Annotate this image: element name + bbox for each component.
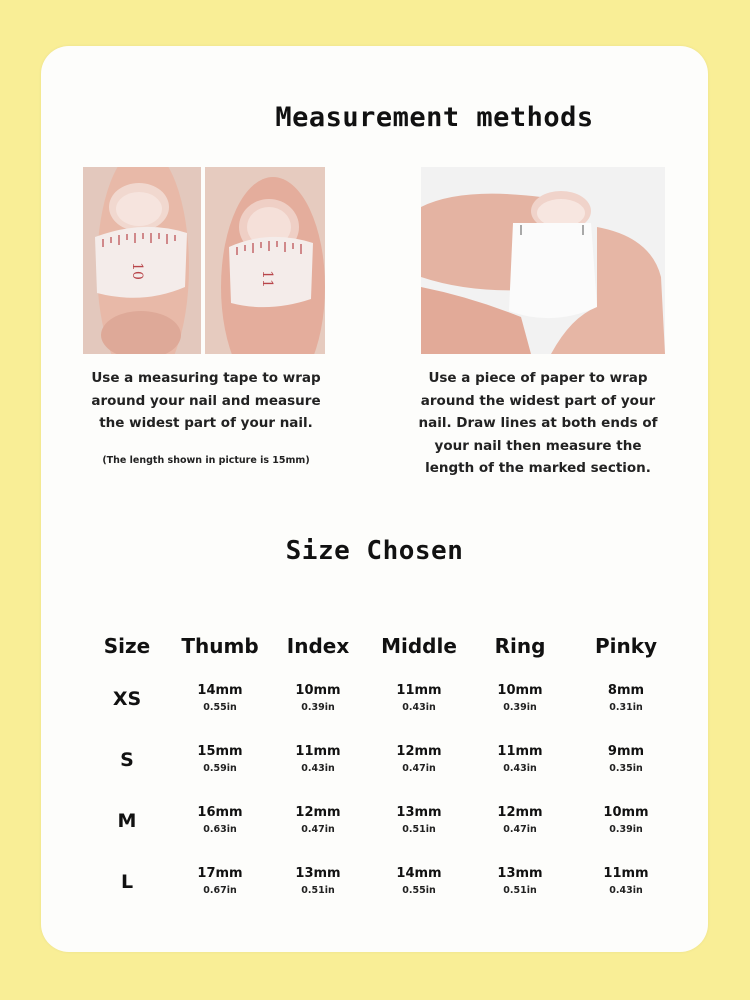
size-cell	[363, 790, 475, 851]
mm-value: 10mm	[295, 682, 341, 698]
size-chart-table	[87, 624, 687, 912]
mm-value: 17mm	[197, 865, 243, 881]
tape-number-11: 11	[259, 270, 275, 288]
measurement-methods-heading: Measurement methods	[275, 102, 594, 133]
mm-value: 12mm	[497, 804, 543, 820]
inch-value: 0.63in	[203, 823, 237, 835]
tape-number-10: 10	[129, 262, 145, 280]
size-label: M	[117, 809, 137, 832]
mm-value: 8mm	[607, 682, 645, 698]
mm-value: 13mm	[295, 865, 341, 881]
mm-value: 10mm	[603, 804, 649, 820]
paper-method-description: Use a piece of paper to wrap around the widest part of your nail. Draw lines at both ends of your nail then measure the length of the marked section.	[418, 370, 658, 476]
mm-value: 11mm	[603, 865, 649, 881]
size-cell	[565, 851, 687, 912]
mm-value: 13mm	[396, 804, 442, 820]
size-cell	[363, 851, 475, 912]
inch-value: 0.35in	[609, 762, 643, 774]
inch-value: 0.51in	[301, 884, 335, 896]
inch-value: 0.47in	[503, 823, 537, 835]
mm-value: 11mm	[396, 682, 442, 698]
header-size: Size	[103, 634, 151, 658]
size-cell	[475, 668, 565, 729]
mm-value: 12mm	[295, 804, 341, 820]
inch-value: 0.47in	[301, 823, 335, 835]
mm-value: 11mm	[497, 743, 543, 759]
mm-value: 15mm	[197, 743, 243, 759]
mm-value: 12mm	[396, 743, 442, 759]
mm-value: 13mm	[497, 865, 543, 881]
mm-value: 16mm	[197, 804, 243, 820]
size-row-xs	[87, 668, 687, 729]
size-label: L	[120, 870, 134, 893]
size-label: S	[120, 748, 134, 771]
size-chart-header-row	[87, 624, 687, 668]
size-cell	[273, 851, 363, 912]
inch-value: 0.55in	[402, 884, 436, 896]
inch-value: 0.59in	[203, 762, 237, 774]
inch-value: 0.67in	[203, 884, 237, 896]
inch-value: 0.51in	[503, 884, 537, 896]
header-pinky: Pinky	[594, 634, 658, 658]
tape-method-description: Use a measuring tape to wrap around your nail and measure the widest part of your nail.	[91, 370, 321, 431]
size-cell	[273, 790, 363, 851]
inch-value: 0.43in	[503, 762, 537, 774]
size-guide-card	[41, 46, 708, 952]
size-cell	[167, 668, 273, 729]
inch-value: 0.43in	[402, 701, 436, 713]
inch-value: 0.47in	[402, 762, 436, 774]
mm-value: 14mm	[396, 865, 442, 881]
header-ring: Ring	[494, 634, 546, 658]
inch-value: 0.39in	[609, 823, 643, 835]
mm-value: 11mm	[295, 743, 341, 759]
inch-value: 0.55in	[203, 701, 237, 713]
paper-measure-photo	[421, 167, 665, 354]
header-index: Index	[286, 634, 350, 658]
inch-value: 0.39in	[503, 701, 537, 713]
size-cell	[273, 668, 363, 729]
size-cell	[273, 729, 363, 790]
mm-value: 9mm	[607, 743, 645, 759]
tape-measure-photo-index	[83, 167, 201, 354]
size-cell	[363, 668, 475, 729]
size-cell	[475, 729, 565, 790]
mm-value: 14mm	[197, 682, 243, 698]
inch-value: 0.31in	[609, 701, 643, 713]
size-cell	[167, 851, 273, 912]
size-cell	[565, 790, 687, 851]
size-cell	[475, 790, 565, 851]
size-chosen-heading: Size Chosen	[285, 536, 464, 566]
inch-value: 0.51in	[402, 823, 436, 835]
size-cell	[363, 729, 475, 790]
inch-value: 0.43in	[301, 762, 335, 774]
size-row-s	[87, 729, 687, 790]
tape-measure-photo-thumb	[205, 167, 325, 354]
mm-value: 10mm	[497, 682, 543, 698]
size-cell	[167, 729, 273, 790]
header-thumb: Thumb	[181, 634, 259, 658]
header-middle: Middle	[381, 634, 457, 658]
size-cell	[167, 790, 273, 851]
size-cell	[565, 668, 687, 729]
size-cell	[475, 851, 565, 912]
size-cell	[565, 729, 687, 790]
inch-value: 0.39in	[301, 701, 335, 713]
tape-method-note: (The length shown in picture is 15mm)	[102, 455, 310, 466]
size-row-l	[87, 851, 687, 912]
size-label: XS	[112, 687, 142, 710]
size-row-m	[87, 790, 687, 851]
inch-value: 0.43in	[609, 884, 643, 896]
